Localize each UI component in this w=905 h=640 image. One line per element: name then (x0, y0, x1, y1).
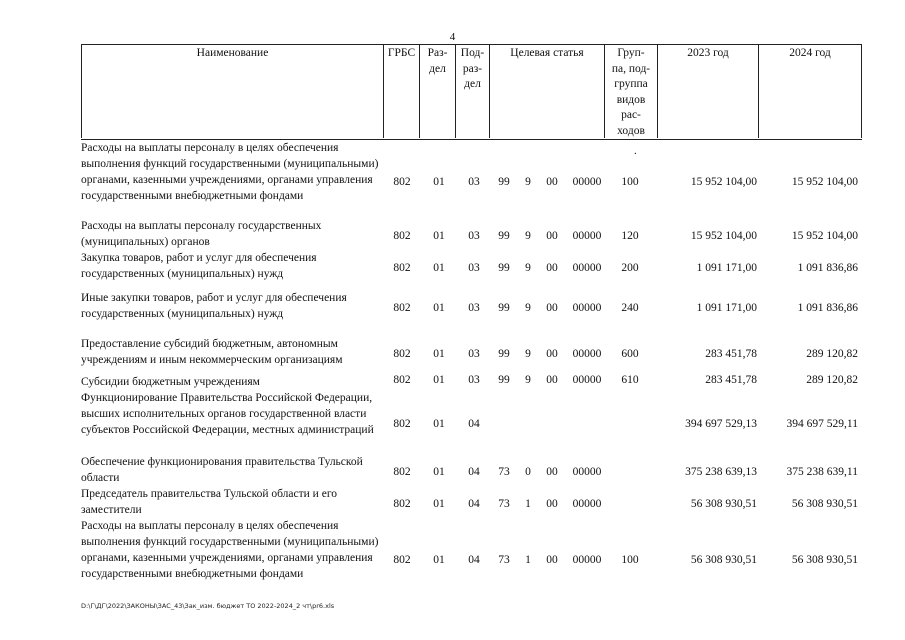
cell-t2: 9 (525, 348, 531, 360)
cell-t4: 00000 (572, 374, 602, 386)
cell-t2: 9 (525, 374, 531, 386)
cell-v2023: 1 091 171,00 (696, 262, 757, 274)
table-row (81, 518, 862, 598)
row-name: Расходы на выплаты персоналу государственных (муниципальных) органов (81, 220, 322, 248)
cell-t1: 73 (498, 498, 510, 510)
cell-t3: 00 (546, 348, 558, 360)
cell-t2: 1 (525, 554, 531, 566)
cell-pr: 03 (468, 176, 480, 188)
cell-t1: 99 (498, 302, 510, 314)
cell-t4: 00000 (572, 176, 602, 188)
cell-v2024: 289 120,82 (806, 348, 858, 360)
cell-v2023: 15 952 104,00 (690, 176, 757, 188)
cell-pr: 03 (468, 302, 480, 314)
table-row (81, 454, 862, 486)
header-frame (81, 44, 862, 140)
cell-rz: 01 (433, 230, 445, 242)
table-row (81, 486, 862, 518)
row-name: Расходы на выплаты персоналу в целях обеспечения выполнения функций государственными (муниципальными) органами, казенными учреждениями, органами управления государственными внебюджетными фондами (81, 520, 379, 580)
header-name-text: Наименование (196, 47, 269, 59)
cell-t1: 99 (498, 348, 510, 360)
row-name: Председатель правительства Тульской области и его заместители (81, 488, 337, 516)
table-row (81, 140, 862, 220)
cell-grbs: 802 (393, 302, 411, 314)
table-row (81, 290, 862, 322)
cell-grbs: 802 (393, 230, 411, 242)
cell-grbs: 802 (393, 466, 411, 478)
cell-pr: 03 (468, 374, 480, 386)
cell-grbs: 802 (393, 554, 411, 566)
header-razdel: Раз- дел (420, 44, 456, 138)
header-2023-text: 2023 год (687, 47, 729, 59)
table-row (81, 250, 862, 282)
cell-t1: 99 (498, 176, 510, 188)
cell-vr: 120 (621, 230, 639, 242)
footer-path: D:\Г\ДГ\2022\ЗАКОНЫ\ЗАС_43\Зак_изм. бюджет ТО 2022-2024_2 чт\pr6.xls (81, 602, 335, 610)
cell-t2: 9 (525, 262, 531, 274)
cell-v2024: 15 952 104,00 (791, 230, 858, 242)
cell-v2024: 375 238 639,11 (786, 466, 858, 478)
cell-v2024: 394 697 529,11 (786, 418, 858, 430)
cell-t4: 00000 (572, 302, 602, 314)
cell-vr: 200 (621, 262, 639, 274)
cell-pr: 03 (468, 348, 480, 360)
cell-grbs: 802 (393, 374, 411, 386)
cell-rz: 01 (433, 374, 445, 386)
cell-rz: 01 (433, 176, 445, 188)
cell-rz: 01 (433, 302, 445, 314)
cell-v2024: 1 091 836,86 (797, 262, 858, 274)
cell-vr: 100 (621, 554, 639, 566)
cell-t4: 00000 (572, 262, 602, 274)
cell-vr: 610 (621, 374, 639, 386)
cell-v2023: 1 091 171,00 (696, 302, 757, 314)
cell-t3: 00 (546, 498, 558, 510)
header-podrazdel: Под- раз- дел (456, 44, 490, 138)
cell-pr: 03 (468, 262, 480, 274)
cell-t3: 00 (546, 262, 558, 274)
cell-v2024: 15 952 104,00 (791, 176, 858, 188)
header-target-text: Целевая статья (510, 47, 584, 59)
header-group: Груп- па, под- группа видов рас- ходов (605, 44, 658, 138)
cell-rz: 01 (433, 418, 445, 430)
cell-t4: 00000 (572, 230, 602, 242)
cell-v2024: 289 120,82 (806, 374, 858, 386)
cell-pr: 04 (468, 418, 480, 430)
cell-v2023: 56 308 930,51 (690, 554, 757, 566)
cell-t1: 99 (498, 262, 510, 274)
cell-pr: 04 (468, 466, 480, 478)
cell-v2023: 375 238 639,13 (685, 466, 757, 478)
cell-v2023: 15 952 104,00 (690, 230, 757, 242)
cell-t4: 00000 (572, 498, 602, 510)
cell-pr: 04 (468, 554, 480, 566)
cell-t2: 9 (525, 302, 531, 314)
cell-t1: 73 (498, 466, 510, 478)
cell-t3: 00 (546, 374, 558, 386)
row-name: Иные закупки товаров, работ и услуг для обеспечения государственных (муниципальных) нужд (81, 292, 347, 320)
cell-vr: 600 (621, 348, 639, 360)
cell-t1: 73 (498, 554, 510, 566)
header-grbs-text: ГРБС (387, 47, 416, 59)
table-row (81, 336, 862, 368)
cell-v2023: 283 451,78 (705, 348, 757, 360)
table-row (81, 218, 862, 250)
stray-mark: . (634, 145, 637, 157)
cell-rz: 01 (433, 348, 445, 360)
page-number: 4 (449, 31, 456, 43)
cell-grbs: 802 (393, 418, 411, 430)
cell-t4: 00000 (572, 348, 602, 360)
cell-v2023: 283 451,78 (705, 374, 757, 386)
cell-t1: 99 (498, 230, 510, 242)
cell-t3: 00 (546, 302, 558, 314)
cell-v2023: 56 308 930,51 (690, 498, 757, 510)
cell-t2: 1 (525, 498, 531, 510)
table-row (81, 390, 862, 454)
row-name: Предоставление субсидий бюджетным, автономным учреждениям и иным некоммерческим организациям (81, 338, 343, 366)
cell-pr: 04 (468, 498, 480, 510)
cell-grbs: 802 (393, 176, 411, 188)
row-name: Расходы на выплаты персоналу в целях обеспечения выполнения функций государственными (муниципальными) органами, казенными учреждениями, органами управления государственными внебюджетными фондами (81, 142, 379, 202)
cell-v2024: 56 308 930,51 (791, 554, 858, 566)
cell-t2: 9 (525, 230, 531, 242)
cell-pr: 03 (468, 230, 480, 242)
header-2024-text: 2024 год (789, 47, 831, 59)
cell-t3: 00 (546, 466, 558, 478)
table-row (81, 374, 862, 390)
row-name: Субсидии бюджетным учреждениям (81, 376, 260, 388)
cell-v2024: 56 308 930,51 (791, 498, 858, 510)
cell-grbs: 802 (393, 348, 411, 360)
row-name: Функционирование Правительства Российской Федерации, высших исполнительных органов государственной власти субъектов Российской Федерации, местных администраций (81, 392, 374, 436)
row-name: Обеспечение функционирования правительства Тульской области (81, 456, 363, 484)
cell-t4: 00000 (572, 466, 602, 478)
cell-rz: 01 (433, 262, 445, 274)
cell-grbs: 802 (393, 498, 411, 510)
row-name: Закупка товаров, работ и услуг для обеспечения государственных (муниципальных) нужд (81, 252, 317, 280)
cell-rz: 01 (433, 554, 445, 566)
cell-t2: 9 (525, 176, 531, 188)
cell-v2023: 394 697 529,13 (685, 418, 757, 430)
cell-v2024: 1 091 836,86 (797, 302, 858, 314)
cell-t3: 00 (546, 554, 558, 566)
cell-rz: 01 (433, 498, 445, 510)
cell-t2: 0 (525, 466, 531, 478)
cell-vr: 240 (621, 302, 639, 314)
cell-t4: 00000 (572, 554, 602, 566)
cell-vr: 100 (621, 176, 639, 188)
cell-t3: 00 (546, 176, 558, 188)
cell-t1: 99 (498, 374, 510, 386)
cell-grbs: 802 (393, 262, 411, 274)
cell-t3: 00 (546, 230, 558, 242)
cell-rz: 01 (433, 466, 445, 478)
